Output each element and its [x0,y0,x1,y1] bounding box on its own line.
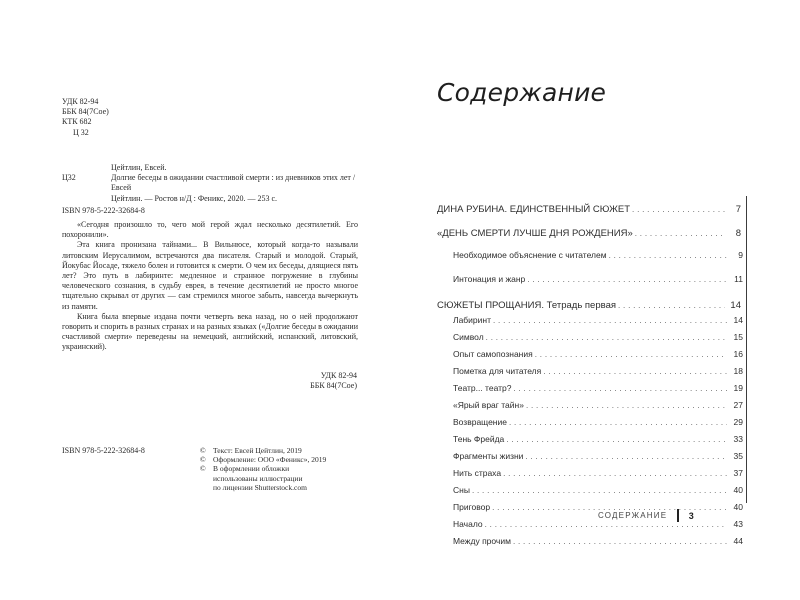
running-footer [598,509,694,522]
toc-entry[interactable]: Театр... театр? . . . 19 [453,383,743,393]
classification-bottom [200,371,357,391]
ktk-code: КТК 682 [62,117,92,127]
annotation-paragraph: Эта книга пронизана тайнами... В Вильнюсе, который когда-то называли литовским Иерусалимом, встречаются два писателя. Старый и молодой. Старый, Йокубас Йосаде, тяжело болен и готовится к смерти. О чем их беседы, длящиеся пять лет? Это путь в лабиринте: медленное и странное погружение в глубины человеческого сознания, в судьбу еврея, в течение десятилетий не просто многое тщательно скрывал от других — сам стремился многое забыть, навсегда вычеркнуть из памяти. [62,240,358,311]
author-sign: Ц 32 [73,127,89,137]
copyright-icon: © [200,464,206,474]
isbn-top: ISBN 978-5-222-32684-8 [62,205,145,215]
page-title: Содержание [437,78,607,107]
copyright-icon: © [200,446,206,455]
isbn-bottom: ISBN 978-5-222-32684-8 [62,446,145,455]
annotation [62,220,358,353]
toc-entry[interactable]: СЮЖЕТЫ ПРОЩАНИЯ. Тетрадь первая . . . 14 [437,300,741,311]
toc-entry[interactable]: Фрагменты жизни . . . 35 [453,451,743,461]
classification-top [62,97,109,138]
toc-entry[interactable]: Опыт самопознания . . . 16 [453,349,743,359]
toc-entry[interactable]: ДИНА РУБИНА. ЕДИНСТВЕННЫЙ СЮЖЕТ . . . 7 [437,204,741,215]
toc-entry[interactable]: Лабиринт . . . 14 [453,315,743,325]
copyright-line: © Оформление: ООО «Феникс», 2019 [200,455,327,465]
description-line-2: Цейтлин. — Ростов н/Д : Феникс, 2020. — 253 с. [111,193,278,203]
copyright-icon: © [200,455,206,465]
toc-entry[interactable]: Пометка для читателя . . . 18 [453,366,743,376]
description-line-1: Долгие беседы в ожидании счастливой смерти : из дневников этих лет / Евсей [111,173,356,193]
toc-entry[interactable]: Необходимое объяснение с читателем . . . 9 [453,250,743,260]
toc-entry[interactable]: Начало . . . 43 [453,519,743,529]
copyright-line: © В оформлении обложки [200,464,290,474]
toc-entry[interactable]: Тень Фрейда . . . 33 [453,434,743,444]
bibliographic-record [62,163,358,216]
bbk-code: ББК 84(7Сое) [310,381,357,391]
description-row [62,173,358,193]
page-number: 3 [688,510,694,521]
bbk-code: ББК 84(7Сое) [62,107,109,117]
toc-entry[interactable]: «ДЕНЬ СМЕРТИ ЛУЧШЕ ДНЯ РОЖДЕНИЯ» . . . 8 [437,228,741,239]
udk-code: УДК 82-94 [62,97,99,106]
annotation-paragraph: Книга была впервые издана почти четверть века назад, но о ней продолжают говорить и спорить в разных странах и на разных языках («Долгие беседы в ожидании счастливой смерти» переведены на немецкий, английский, испанский, литовский, украинский). [62,311,358,352]
toc-entry[interactable]: «Ярый враг тайн» . . . 27 [453,400,743,410]
toc-entry[interactable]: Сны . . . 40 [453,485,743,495]
toc-entry[interactable]: Приговор . . . 40 [453,502,743,512]
toc-entry[interactable]: Интонация и жанр . . . 11 [453,274,743,284]
copyright-line: © Текст: Евсей Цейтлин, 2019 [200,446,302,455]
udk-code: УДК 82-94 [320,371,357,380]
annotation-quote: «Сегодня произошло то, чего мой герой ждал несколько десятилетий. Его похоронили». [62,220,358,240]
footer-section-label: СОДЕРЖАНИЕ [598,511,668,520]
description-row-2 [62,194,358,204]
right-page [400,0,800,600]
author-code: Ц32 [62,173,76,183]
author-heading: Цейтлин, Евсей. [111,163,167,172]
toc-entry[interactable]: Между прочим . . . 44 [453,536,743,546]
toc-entry[interactable]: Нить страха . . . 37 [453,468,743,478]
toc-entry[interactable]: Символ . . . 15 [453,332,743,342]
toc-entry[interactable]: Возвращение . . . 29 [453,417,743,427]
copyright-block: © Текст: Евсей Цейтлин, 2019 © Оформление: ООО «Феникс», 2019 © В оформлении обложки использованы иллюстрации по лицензии Shutterstock.com [200,446,380,492]
footer-divider [677,509,679,522]
